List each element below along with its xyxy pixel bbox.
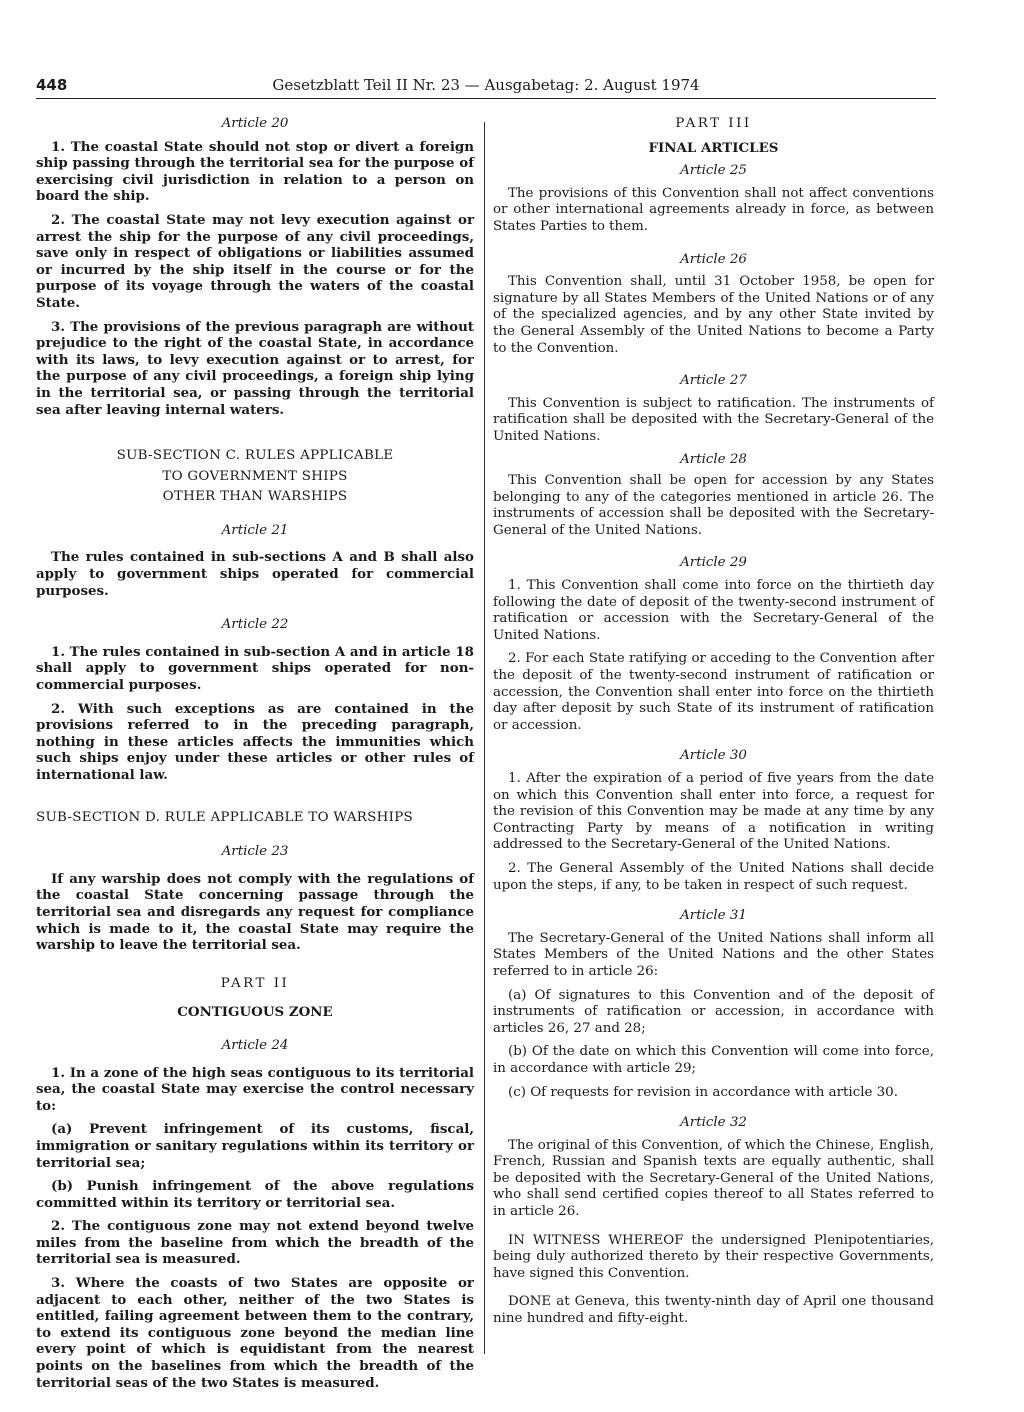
paragraph: 2. The contiguous zone may not extend beyond twelve miles from the baseline from which the breadth of the territorial sea is measured.	[36, 1218, 474, 1268]
article-heading: Article 23	[221, 844, 289, 860]
paragraph: (c) Of requests for revision in accordance with article 30.	[508, 1084, 898, 1100]
gazette-title: Gesetzblatt Teil II Nr. 23 — Ausgabetag: 2. August 1974	[272, 76, 700, 94]
article-heading: Article 21	[221, 522, 289, 538]
paragraph: 2. For each State ratifying or acceding to the Convention after the deposit of the twenty-second instrument of ratification or accession, the Convention shall enter into force on the thirtieth day after deposit by such State of its instrument of ratification or accession.	[493, 651, 934, 733]
paragraph: 2. The coastal State may not levy execution against or arrest the ship for the purpose of any civil proceedings, save only in respect of obligations or liabilities assumed or incurred by the ship itself in the course or for the purpose of its voyage through the waters of the coastal State.	[36, 211, 474, 311]
page-header	[36, 74, 936, 100]
paragraph: 3. The provisions of the previous paragraph are without prejudice to the right of the coastal State, in accordance with its laws, to levy execution against or to arrest, for the purpose of any civil proceedings, a foreign ship lying in the territorial sea, or passing through the territorial sea after leaving internal waters.	[36, 318, 474, 418]
right-column	[493, 116, 934, 1328]
article-heading: Article 20	[221, 116, 289, 131]
article-heading: Article 25	[680, 163, 747, 179]
witness-clause: IN WITNESS WHEREOF the undersigned Plenipotentiaries, being duly authorized thereto by their respective Governments, have signed this Convention.	[493, 1232, 934, 1281]
part-title: CONTIGUOUS ZONE	[177, 1004, 333, 1021]
paragraph: (a) Of signatures to this Convention and of the deposit of instruments of ratification or accession, in accordance with articles 26, 27 and 28;	[493, 987, 934, 1036]
paragraph: The provisions of this Convention shall not affect conventions or other international agreements already in force, as between States Parties to them.	[493, 185, 934, 234]
subsection-heading: TO GOVERNMENT SHIPS	[162, 468, 348, 484]
article-heading: Article 29	[680, 555, 747, 571]
article-heading: Article 26	[680, 251, 747, 267]
article-heading: Article 27	[680, 373, 747, 389]
paragraph: The rules contained in sub-sections A and B shall also apply to government ships operated for commercial purposes.	[36, 549, 474, 599]
article-heading: Article 24	[221, 1037, 289, 1053]
part-title: FINAL ARTICLES	[648, 139, 779, 156]
part-label: PART III	[675, 116, 752, 131]
article-heading: Article 22	[221, 617, 289, 633]
paragraph: 3. Where the coasts of two States are opposite or adjacent to each other, neither of the two States is entitled, failing agreement between them to the contrary, to extend its contiguous zone beyond the median line every point of which is equidistant from the nearest points on the baselines from which the breadth of the territorial seas of the two States is measured.	[36, 1275, 474, 1391]
article-heading: Article 28	[680, 451, 747, 467]
article-heading: Article 31	[680, 908, 747, 924]
paragraph: If any warship does not comply with the regulations of the coastal State concerning passage through the territorial sea and disregards any request for compliance which is made to it, the coastal State may require the warship to leave the territorial sea.	[36, 870, 474, 954]
paragraph: (a) Prevent infringement of its customs, fiscal, immigration or sanitary regulations within its territory or territorial sea;	[36, 1121, 474, 1171]
part-label: PART II	[220, 975, 290, 991]
left-column	[36, 116, 474, 1391]
paragraph: 1. This Convention shall come into force on the thirtieth day following the date of deposit of the twenty-second instrument of ratification or accession with the Secretary-General of the United Nations.	[493, 578, 934, 643]
paragraph: 2. The General Assembly of the United Nations shall decide upon the steps, if any, to be taken in respect of such request.	[493, 860, 934, 893]
article-heading: Article 32	[680, 1115, 747, 1131]
done-clause: DONE at Geneva, this twenty-ninth day of April one thousand nine hundred and fifty-eight.	[493, 1294, 934, 1327]
subsection-heading: SUB-SECTION D. RULE APPLICABLE TO WARSHIPS	[36, 809, 413, 825]
header-rule	[36, 98, 936, 99]
subsection-heading: OTHER THAN WARSHIPS	[162, 489, 348, 505]
article-heading: Article 30	[680, 748, 747, 764]
paragraph: (b) Punish infringement of the above regulations committed within its territory or territorial sea.	[36, 1178, 474, 1211]
paragraph: The Secretary-General of the United Nations shall inform all States Members of the United Nations and the other States referred to in article 26:	[493, 930, 934, 979]
paragraph: This Convention is subject to ratification. The instruments of ratification shall be deposited with the Secretary-General of the United Nations.	[493, 395, 934, 444]
paragraph: This Convention shall, until 31 October 1958, be open for signature by all States Members of the United Nations or of any of the specialized agencies, and by any other State invited by the General Assembly of the United Nations to become a Party to the Convention.	[493, 274, 934, 356]
subsection-heading: SUB-SECTION C. RULES APPLICABLE	[116, 448, 394, 464]
paragraph: 1. After the expiration of a period of five years from the date on which this Convention shall enter into force, a request for the revision of this Convention may be made at any time by any Contracting Party by means of a notification in writing addressed to the Secretary-General of the United Nations.	[493, 771, 934, 853]
paragraph: 1. The coastal State should not stop or divert a foreign ship passing through the territorial sea for the purpose of exercising civil jurisdiction in relation to a person on board the ship.	[36, 138, 474, 205]
paragraph: 2. With such exceptions as are contained in the provisions referred to in the preceding paragraph, nothing in these articles affects the immunities which such ships enjoy under these articles or other rules of international law.	[36, 700, 474, 783]
paragraph: 1. In a zone of the high seas contiguous to its territorial sea, the coastal State may exercise the control necessary to:	[36, 1064, 474, 1114]
page-number: 448	[36, 76, 68, 94]
column-divider	[484, 122, 485, 1354]
paragraph: This Convention shall be open for accession by any States belonging to any of the categories mentioned in article 26. The instruments of accession shall be deposited with the Secretary-General of the United Nations.	[493, 473, 934, 538]
paragraph: (b) Of the date on which this Convention will come into force, in accordance with article 29;	[493, 1044, 934, 1076]
paragraph: 1. The rules contained in sub-section A and in article 18 shall apply to government ships operated for non-commercial purposes.	[36, 643, 474, 694]
paragraph: The original of this Convention, of which the Chinese, English, French, Russian and Spanish texts are equally authentic, shall be deposited with the Secretary-General of the United Nations, who shall send certified copies thereof to all States referred to in article 26.	[493, 1137, 934, 1220]
